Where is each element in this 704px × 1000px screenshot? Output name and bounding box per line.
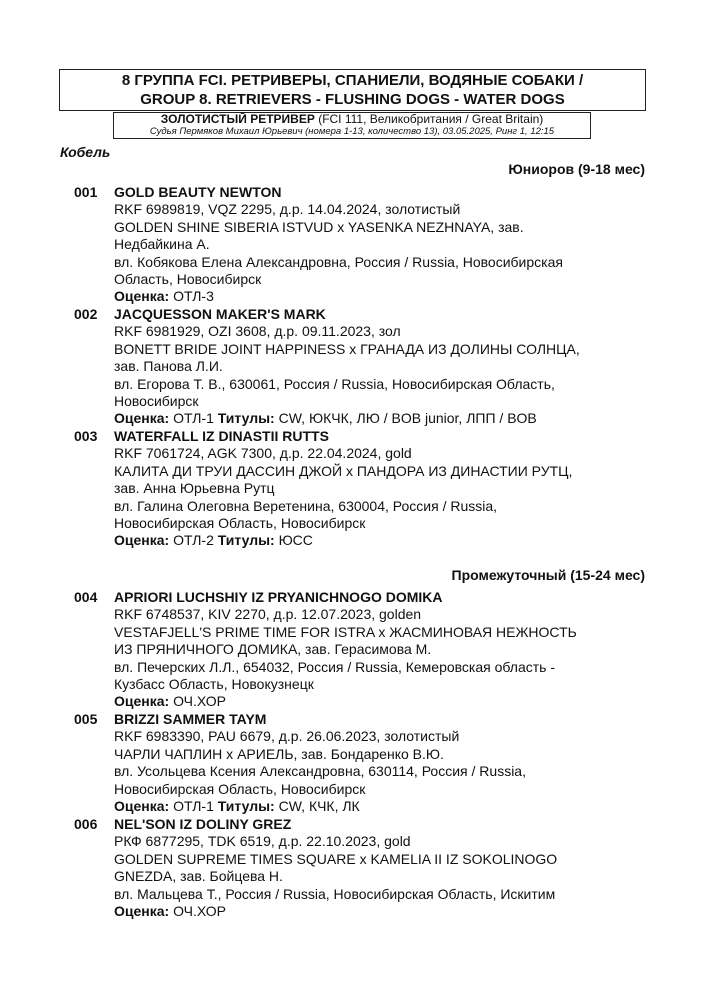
parents-line: КАЛИТА ДИ ТРУИ ДАССИН ДЖОЙ x ПАНДОРА ИЗ ДИНАСТИИ РУТЦ, xyxy=(114,462,573,479)
result-line xyxy=(114,903,644,920)
breed-info: (FCI 111, Великобритания / Great Britain) xyxy=(314,112,544,126)
class-title: Юниоров (9-18 мес) xyxy=(508,161,645,177)
entry-number: 004 xyxy=(74,589,98,605)
entry-number: 005 xyxy=(74,711,98,727)
registration: РКФ 6877295, TDK 6519, д.р. 22.10.2023, gold xyxy=(114,833,411,850)
owner-line: Новосибирская Область, Новосибирск xyxy=(114,515,366,532)
entry-number: 001 xyxy=(74,184,98,200)
titles-value: CW, ЮКЧК, ЛЮ / BOB junior, ЛПП / BOB xyxy=(278,410,537,427)
breed-title xyxy=(114,113,590,126)
entry-body xyxy=(114,589,644,711)
dog-name: JACQUESSON MAKER'S MARK xyxy=(114,306,326,322)
titles-label: Титулы: xyxy=(217,410,275,427)
registration: RKF 6748537, KIV 2270, д.р. 12.07.2023, golden xyxy=(114,606,422,623)
grade-value: ОТЛ-1 xyxy=(173,798,214,815)
parents-line: зав. Панова Л.И. xyxy=(114,358,223,375)
registration: RKF 7061724, AGK 7300, д.р. 22.04.2024, gold xyxy=(114,445,412,462)
parents-line: ЧАРЛИ ЧАПЛИН x АРИЕЛЬ, зав. Бондаренко В.Ю. xyxy=(114,745,444,762)
judge-line: Судья Пермяков Михаил Юрьевич (номера 1-13, количество 13), 03.05.2025, Ринг 1, 12:15 xyxy=(149,126,555,137)
group-title-ru: 8 ГРУППА FCI. РЕТРИВЕРЫ, СПАНИЕЛИ, ВОДЯНЫЕ СОБАКИ / xyxy=(121,72,584,89)
entry-body xyxy=(114,184,644,306)
parents-line: GOLDEN SHINE SIBERIA ISTVUD x YASENKA NEZHNAYA, зав. xyxy=(114,218,524,235)
titles-label: Титулы: xyxy=(217,798,275,815)
parents-line: GOLDEN SUPREME TIMES SQUARE x KAMELIA II IZ SOKOLINOGO xyxy=(114,850,558,867)
registration: RKF 6989819, VQZ 2295, д.р. 14.04.2024, золотистый xyxy=(114,201,461,218)
result-line xyxy=(114,288,644,305)
owner-line: вл. Мальцева Т., Россия / Russia, Новосибирская Область, Искитим xyxy=(114,885,556,902)
group-header xyxy=(59,69,646,111)
owner-line: Область, Новосибирск xyxy=(114,271,262,288)
grade-label: Оценка: xyxy=(114,693,170,710)
result-line xyxy=(114,798,644,815)
entry-body xyxy=(114,711,644,815)
entry-number: 006 xyxy=(74,816,98,832)
dog-name: WATERFALL IZ DINASTII RUTTS xyxy=(114,428,329,444)
sex-label: Кобель xyxy=(60,144,111,160)
grade-value: ОТЛ-3 xyxy=(173,288,214,305)
grade-label: Оценка: xyxy=(114,288,170,305)
breed-header xyxy=(113,112,591,139)
entry-number: 003 xyxy=(74,428,98,444)
owner-line: Новосибирская Область, Новосибирск xyxy=(114,780,366,797)
grade-value: ОТЛ-2 xyxy=(173,532,214,549)
dog-name: NEL'SON IZ DOLINY GREZ xyxy=(114,816,292,832)
entry-body xyxy=(114,816,644,920)
owner-line: вл. Печерских Л.Л., 654032, Россия / Russia, Кемеровская область - xyxy=(114,658,556,675)
registration: RKF 6983390, PAU 6679, д.р. 26.06.2023, золотистый xyxy=(114,728,460,745)
parents-line: зав. Анна Юрьевна Рутц xyxy=(114,480,275,497)
entry-body xyxy=(114,306,644,428)
result-line xyxy=(114,410,644,427)
owner-line: вл. Галина Олеговна Веретенина, 630004, Россия / Russia, xyxy=(114,497,498,514)
parents-line: ИЗ ПРЯНИЧНОГО ДОМИКА, зав. Герасимова М. xyxy=(114,641,432,658)
parents-line: VESTAFJELL'S PRIME TIME FOR ISTRA x ЖАСМИНОВАЯ НЕЖНОСТЬ xyxy=(114,623,577,640)
grade-label: Оценка: xyxy=(114,532,170,549)
dog-name: APRIORI LUCHSHIY IZ PRYANICHNOGO DOMIKA xyxy=(114,589,443,605)
owner-line: вл. Егорова Т. В., 630061, Россия / Russia, Новосибирская Область, xyxy=(114,375,555,392)
class-title: Промежуточный (15-24 мес) xyxy=(451,567,645,583)
dog-name: BRIZZI SAMMER TAYM xyxy=(114,711,267,727)
grade-value: ОЧ.ХОР xyxy=(173,693,226,710)
titles-label: Титулы: xyxy=(217,532,275,549)
owner-line: вл. Усольцева Ксения Александровна, 630114, Россия / Russia, xyxy=(114,763,526,780)
grade-label: Оценка: xyxy=(114,798,170,815)
group-title-en: GROUP 8. RETRIEVERS - FLUSHING DOGS - WATER DOGS xyxy=(140,91,565,108)
breed-name: ЗОЛОТИСТЫЙ РЕТРИВЕР xyxy=(160,112,315,126)
result-line xyxy=(114,532,644,549)
parents-line: BONETT BRIDE JOINT HAPPINESS x ГРАНАДА ИЗ ДОЛИНЫ СОЛНЦА, xyxy=(114,340,580,357)
parents-line: GNEZDA, зав. Бойцева Н. xyxy=(114,868,283,885)
grade-value: ОЧ.ХОР xyxy=(173,903,226,920)
owner-line: Новосибирск xyxy=(114,393,199,410)
grade-value: ОТЛ-1 xyxy=(173,410,214,427)
owner-line: вл. Кобякова Елена Александровна, Россия / Russia, Новосибирская xyxy=(114,253,563,270)
result-line xyxy=(114,693,644,710)
parents-line: Недбайкина А. xyxy=(114,236,210,253)
owner-line: Кузбасс Область, Новокузнецк xyxy=(114,676,314,693)
grade-label: Оценка: xyxy=(114,903,170,920)
registration: RKF 6981929, OZI 3608, д.р. 09.11.2023, зол xyxy=(114,323,401,340)
dog-name: GOLD BEAUTY NEWTON xyxy=(114,184,282,200)
entry-number: 002 xyxy=(74,306,98,322)
titles-value: CW, КЧК, ЛК xyxy=(278,798,360,815)
entry-body xyxy=(114,428,644,550)
grade-label: Оценка: xyxy=(114,410,170,427)
titles-value: ЮСС xyxy=(278,532,313,549)
